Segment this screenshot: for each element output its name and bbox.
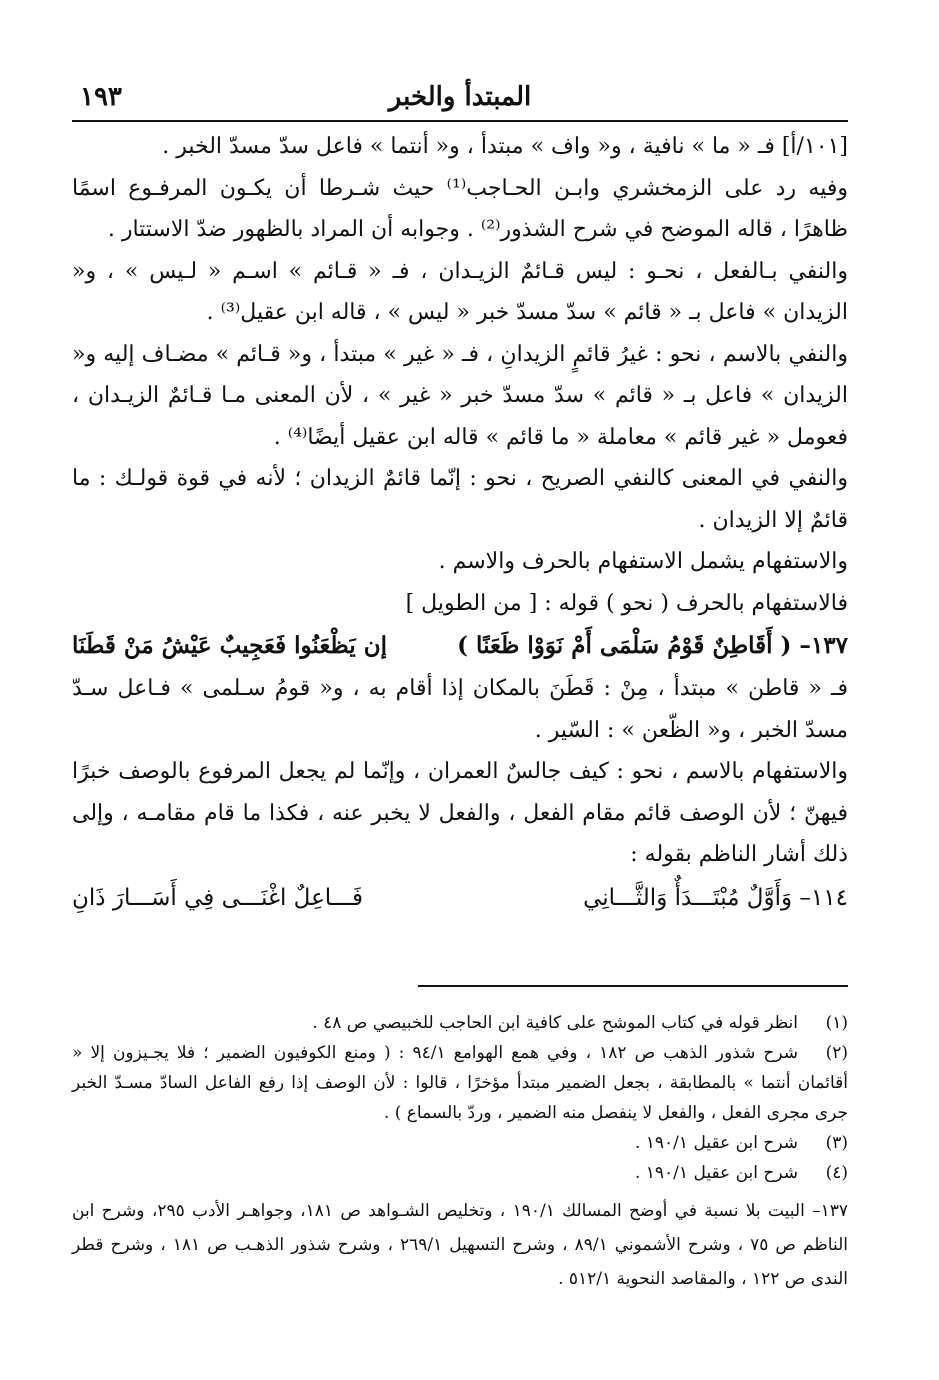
footnote-number: (٣) [825,1133,848,1153]
paragraph: فالاستفهام بالحرف ( نحو ) قوله : [ من الطويل ] [405,590,848,616]
footnote [72,1038,848,1128]
source-note-text: ١٣٧– البيت بلا نسبة في أوضح المسالك ١٩٠/١ ، وتخليص الشـواهد ص ١٨١، وجواهـر الأدب ٢٩٥، وشرح ابن الناظم ص ٧٥ ، وشرح الأشموني ٨٩/١ ، وشرح التسهيل ٢٦٩/١ ، وشرح شذور الذهـب ص ١٨١ ، وشرح قطر الندى ص ١٢٢ ، والمقاصد النحوية ٥١٢/١ . [72,1201,849,1289]
footnotes [72,1008,848,1296]
paragraph: والنفي في المعنى كالنفي الصريح ، نحو : إنّما قائمٌ الزيدان ؛ لأنه في قوة قولـك : ما قائمٌ إلا الزيدان . [72,466,848,533]
footnote [72,1158,848,1188]
verse-first-hemistich: ١١٤– وَأَوَّلٌ مُبْتَـــدَأٌ وَالثَّـــانِي [583,884,848,911]
verse-second-hemistich: إن يَظْعَنُوا فَعَجِيبٌ عَيْشُ مَنْ قَطَنَا [72,632,387,659]
paragraph: وفيه رد على الزمخشري وابـن الحـاجب⁽¹⁾ حيث شـرطا أن يكـون المرفـوع اسمًا ظاهرًا ، قاله الموضح في شرح الشذور⁽²⁾ . وجوابه أن المراد بالظهور ضدّ الاستتار . [72,175,848,242]
footnote-separator [418,985,848,987]
footnote-text: شرح شذور الذهب ص ١٨٢ ، وفي همع الهوامع ٩٤/١ : ( ومنع الكوفيون الضمير ؛ فلا يجـيزون إلا « أقائمان أنتما » بالمطابقة ، بجعل الضمير مبتدأ مؤخرًا ، قالوا : لأن الوصف إذا رفع الفاعل السادّ مسـدّ الخبر جرى مجرى الفعل ، والفعل لا ينفصل منه الضمير ، وردّ بالسماع ) . [72,1043,848,1123]
footnote-text: شرح ابن عقيل ١٩٠/١ . [634,1163,798,1183]
verse-137 [72,624,848,668]
main-text [72,126,848,920]
running-header [72,78,848,122]
footnote-number: (١) [825,1013,848,1033]
paragraph: والنفي بـالفعل ، نحـو : ليس قـائمٌ الزيـدان ، فـ « قـائم » اسـم « لـيس » ، و« الزيدان » فاعل بـ « قائم » سدّ مسدّ خبر « ليس » ، قاله ابن عقيل⁽³⁾ . [72,258,848,325]
paragraph: والاستفهام يشمل الاستفهام بالحرف والاسم . [438,549,848,574]
book-page [72,78,849,1289]
paragraph: والاستفهام بالاسم ، نحو : كيف جالسٌ العمران ، وإنّما لم يجعل المرفوع بالوصف خبرًا فيهنّ ؛ لأن الوصف قائم مقام الفعل ، والفعل لا يخبر عنه ، فكذا ما قام مقامـه ، وإلى ذلك أشار الناظم بقوله : [72,759,848,867]
verse-114 [72,876,848,920]
paragraph: فـ « قاطن » مبتدأ ، مِنْ : قَطَنَ بالمكان إذا أقام به ، و« قومُ سـلمى » فـاعل سـدّ مسدّ الخبر ، و« الظّعن » : السّير . [72,676,848,743]
footnote-number: (٢) [825,1043,849,1063]
footnote [72,1128,848,1158]
verse-first-hemistich: ١٣٧– ( أَقَاطِنٌ قَوْمُ سَلْمَى أَمْ نَوَوْا ظَعَنًا ) [457,632,848,659]
footnote-text: شرح ابن عقيل ١٩٠/١ . [634,1133,798,1153]
chapter-title: المبتدأ والخبر [388,82,532,112]
footnote-number: (٤) [825,1163,848,1183]
paragraph: والنفي بالاسم ، نحو : غيرُ قائمٍ الزيدانِ ، فـ « غير » مبتدأ ، و« قـائم » مضـاف إليه و« الزيدان » فاعل بـ « قائم » سدّ مسدّ خبر « غير » ، لأن المعنى مـا قـائمٌ الزيـدان ، فعومل « غير قائم » معاملة « ما قائم » قاله ابن عقيل أيضًا⁽⁴⁾ . [72,341,848,450]
page-number: ١٩٣ [80,82,122,112]
footnote [72,1008,848,1038]
verse-second-hemistich: فَـــاعِلٌ اغْنَـــى فِي أَسَـــارَ ذَانِ [72,884,364,911]
verse-source-note [72,1194,848,1296]
footnote-text: انظر قوله في كتاب الموشح على كافية ابن الحاجب للخبيصي ص ٤٨ . [312,1013,798,1033]
paragraph: [١٠١/أ] فـ « ما » نافية ، و« واف » مبتدأ ، و« أنتما » فاعل سدّ مسدّ الخبر . [162,134,848,159]
